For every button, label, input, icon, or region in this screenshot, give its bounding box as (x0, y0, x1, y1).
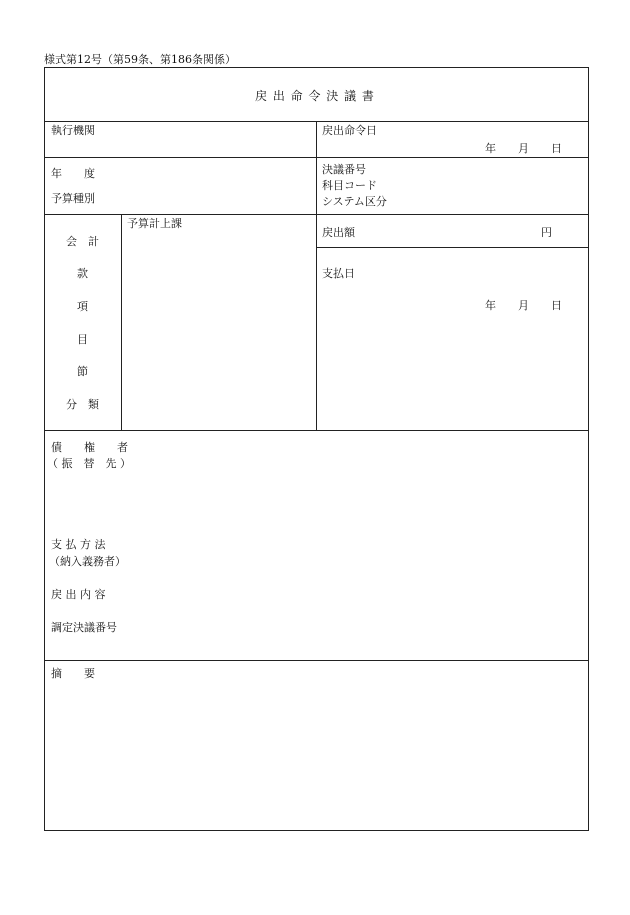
form-label: 様式第12号（第59条、第186条関係） (44, 53, 236, 66)
payment-date-label: 支払日 (322, 267, 355, 280)
payer-label: （納入義務者） (49, 555, 126, 568)
budget-department-label: 予算計上課 (127, 217, 182, 230)
order-date-month-unit: 月 (518, 142, 529, 155)
rule-center-column (316, 121, 317, 430)
executing-agency-label: 執行機関 (51, 124, 95, 137)
accounting-label: 会 計 (66, 235, 99, 248)
refund-order-date-label: 戻出命令日 (322, 124, 377, 137)
fiscal-year-label: 年 度 (51, 167, 95, 180)
order-date-year-unit: 年 (485, 142, 496, 155)
yen-unit: 円 (541, 226, 552, 239)
system-category-label: システム区分 (322, 195, 387, 208)
budget-type-label: 予算種別 (51, 192, 95, 205)
adjustment-resolution-number-label: 調定決議番号 (51, 621, 117, 634)
form-title: 戻 出 命 令 決 議 書 (255, 89, 375, 103)
category-label: 目 (77, 333, 88, 346)
summary-label: 摘 要 (51, 667, 95, 680)
account-section-label: 款 (77, 267, 88, 280)
resolution-number-label: 決議番号 (322, 163, 366, 176)
rule-budget-bottom (44, 430, 589, 431)
payment-method-label: 支 払 方 法 (51, 538, 106, 551)
payment-date-year-unit: 年 (485, 299, 496, 312)
refund-content-label: 戻 出 内 容 (51, 588, 106, 601)
item-label: 項 (77, 300, 88, 313)
rule-creditor-bottom (44, 660, 589, 661)
creditor-label: 債 権 者 (51, 441, 128, 454)
order-date-day-unit: 日 (551, 142, 562, 155)
payment-date-month-unit: 月 (518, 299, 529, 312)
transfer-destination-label: （ 振 替 先 ） (47, 457, 131, 470)
rule-amount-bottom (316, 247, 589, 248)
rule-account-column (121, 214, 122, 430)
subsection-label: 節 (77, 365, 88, 378)
payment-date-day-unit: 日 (551, 299, 562, 312)
subject-code-label: 科目コード (322, 179, 377, 192)
refund-amount-label: 戻出額 (322, 226, 355, 239)
classification-label: 分 類 (66, 398, 99, 411)
